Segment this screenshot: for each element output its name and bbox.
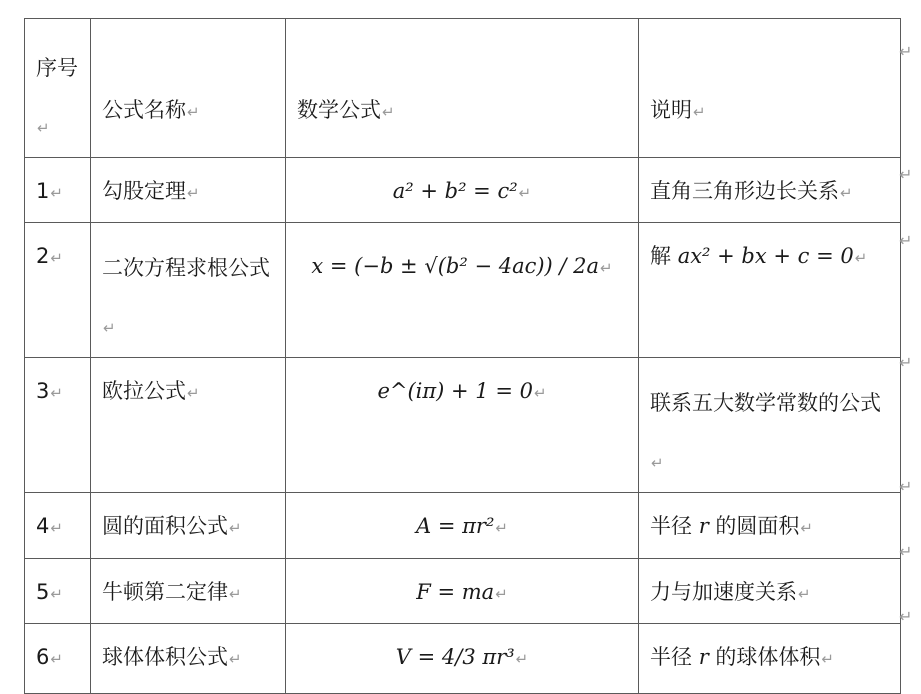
end-of-row-mark: ↵	[899, 231, 913, 250]
row-name: 二次方程求根公式↵	[91, 223, 286, 358]
row-index: 5↵	[25, 559, 91, 624]
row-name: 勾股定理↵	[91, 158, 286, 223]
row-description: 解 ax² + bx + c = 0↵	[639, 223, 901, 358]
table-row	[25, 158, 901, 223]
table-row	[25, 223, 901, 358]
row-index: 4↵	[25, 493, 91, 559]
end-of-row-mark: ↵	[899, 165, 913, 184]
end-of-row-mark: ↵	[899, 542, 913, 561]
row-description: 联系五大数学常数的公式↵	[639, 358, 901, 493]
end-of-row-mark: ↵	[899, 42, 913, 61]
formula-euler: e^(iπ) + 1 = 0	[377, 379, 533, 403]
table-row	[25, 358, 901, 493]
row-name: 圆的面积公式↵	[91, 493, 286, 559]
description-equation: ax² + bx + c = 0	[677, 244, 854, 268]
row-formula: e^(iπ) + 1 = 0↵	[286, 358, 639, 493]
row-name: 球体体积公式↵	[91, 624, 286, 694]
row-index: 1↵	[25, 158, 91, 223]
row-description: 半径 r 的球体体积↵	[639, 624, 901, 694]
row-name: 欧拉公式↵	[91, 358, 286, 493]
header-index: 序号↵	[25, 19, 91, 158]
row-description: 直角三角形边长关系↵	[639, 158, 901, 223]
header-row	[25, 19, 901, 158]
end-of-row-mark: ↵	[899, 477, 913, 496]
end-of-row-mark: ↵	[899, 607, 913, 626]
formula-table	[24, 18, 901, 694]
row-formula: x = (−b ± √(b² − 4ac)) / 2a↵	[286, 223, 639, 358]
formula-pythagoras: a² + b² = c²	[392, 179, 518, 203]
table-row	[25, 624, 901, 694]
row-index: 6↵	[25, 624, 91, 694]
header-formula: 数学公式↵	[286, 19, 639, 158]
end-of-row-mark: ↵	[899, 353, 913, 372]
row-formula: F = ma↵	[286, 559, 639, 624]
formula-sphere-volume: V = 4/3 πr³	[395, 645, 515, 669]
row-name: 牛顿第二定律↵	[91, 559, 286, 624]
header-description: 说明↵	[639, 19, 901, 158]
row-index: 3↵	[25, 358, 91, 493]
formula-circle-area: A = πr²	[416, 514, 495, 538]
header-name: 公式名称↵	[91, 19, 286, 158]
row-index: 2↵	[25, 223, 91, 358]
row-description: 半径 r 的圆面积↵	[639, 493, 901, 559]
row-formula: V = 4/3 πr³↵	[286, 624, 639, 694]
table-row	[25, 493, 901, 559]
row-description: 力与加速度关系↵	[639, 559, 901, 624]
formula-quadratic: x = (−b ± √(b² − 4ac)) / 2a	[311, 254, 600, 278]
table-row	[25, 559, 901, 624]
formula-newton: F = ma	[416, 580, 495, 604]
row-formula: a² + b² = c²↵	[286, 158, 639, 223]
row-formula: A = πr²↵	[286, 493, 639, 559]
